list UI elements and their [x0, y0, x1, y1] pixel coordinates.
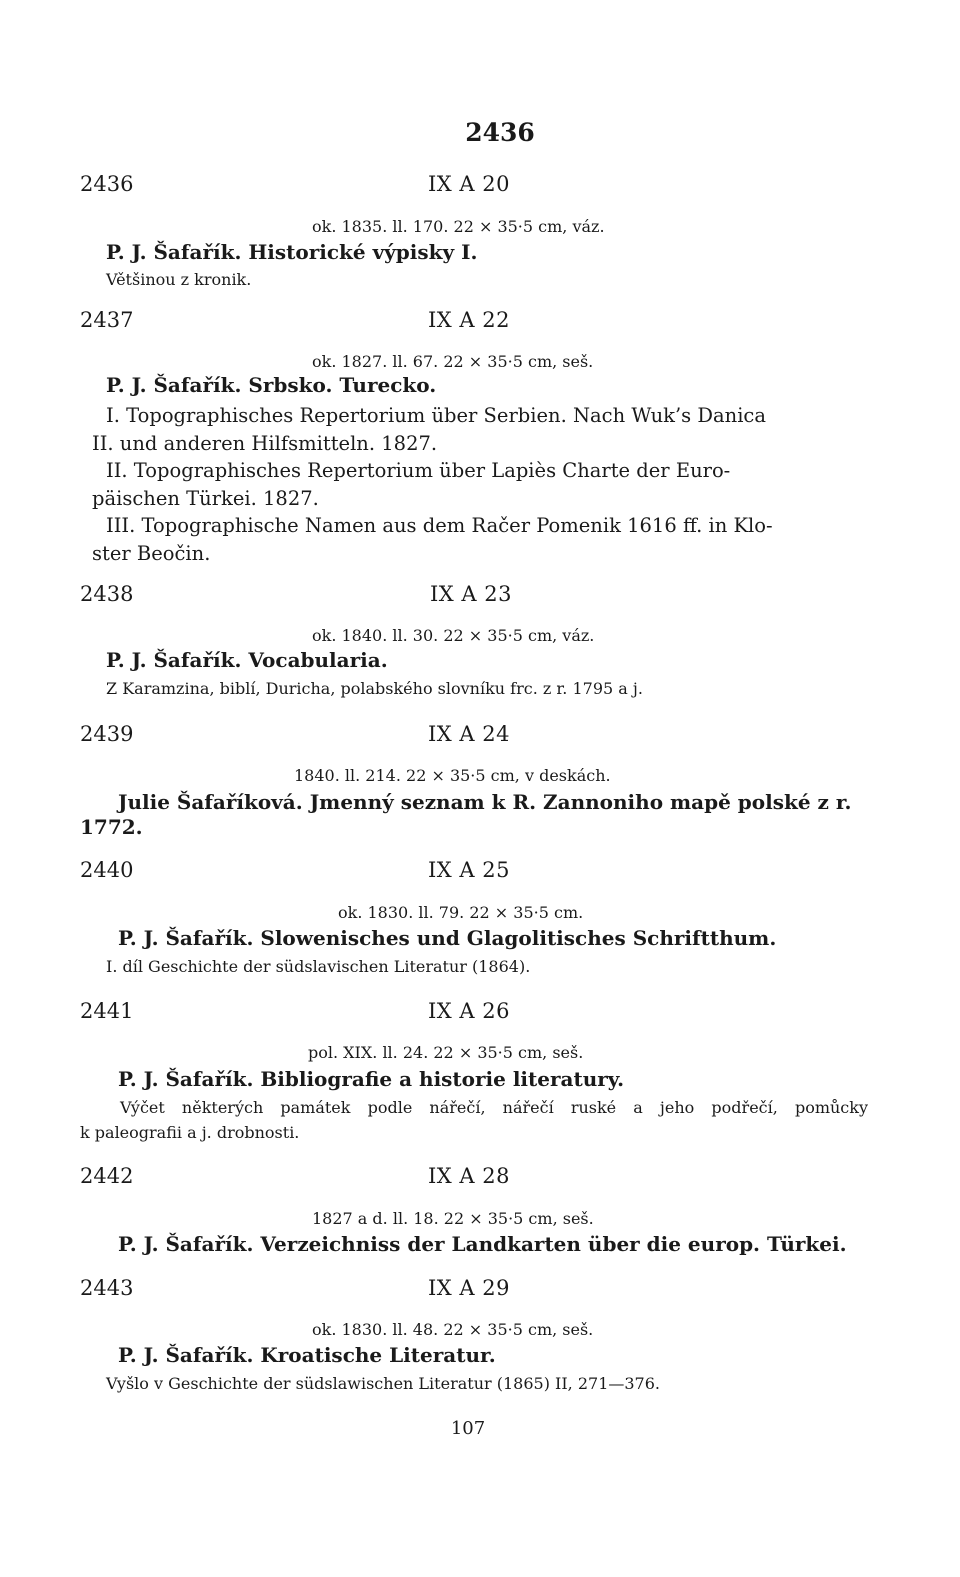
entry-number: 2441 — [80, 999, 134, 1023]
entry-physical-description: ok. 1827. ll. 67. 22 × 35·5 cm, seš. — [312, 352, 594, 371]
entry-signature: IX A 26 — [428, 999, 510, 1023]
entry-signature: IX A 23 — [430, 582, 512, 606]
entry-title: P. J. Šafařík. Kroatische Literatur. — [118, 1343, 496, 1367]
entry-number: 2438 — [80, 582, 134, 606]
entry-signature: IX A 29 — [428, 1276, 510, 1300]
entry-title-continuation: 1772. — [80, 815, 143, 839]
entry-signature: IX A 25 — [428, 858, 510, 882]
note-line: II. und anderen Hilfsmitteln. 1827. — [92, 431, 438, 455]
entry-physical-description: pol. XIX. ll. 24. 22 × 35·5 cm, seš. — [308, 1043, 584, 1062]
entry-note: I. díl Geschichte der südslavischen Literatur (1864). — [106, 957, 531, 976]
page-number: 107 — [450, 1418, 486, 1439]
entry-note: Většinou z kronik. — [106, 270, 252, 289]
entry-number: 2440 — [80, 858, 134, 882]
entry-title: P. J. Šafařík. Vocabularia. — [106, 648, 388, 672]
entry-title: P. J. Šafařík. Bibliografie a historie literatury. — [118, 1067, 625, 1091]
entry-title — [118, 790, 868, 815]
note-line: päischen Türkei. 1827. — [92, 486, 319, 510]
entry-signature: IX A 20 — [428, 172, 510, 196]
entry-physical-description: ok. 1835. ll. 170. 22 × 35·5 cm, váz. — [312, 217, 605, 236]
entry-note: Vyšlo v Geschichte der südslawischen Literatur (1865) II, 271—376. — [106, 1374, 660, 1393]
note-line: I. Topographisches Repertorium über Serbien. Nach Wuk’s Danica — [106, 404, 766, 427]
entry-title: P. J. Šafařík. Slowenisches und Glagolitisches Schriftthum. — [118, 926, 777, 950]
entry-number: 2437 — [80, 308, 134, 332]
note-line: III. Topographische Namen aus dem Račer Pomenik 1616 ff. in Klo- — [106, 514, 773, 537]
entry-title: P. J. Šafařík. Srbsko. Turecko. — [106, 373, 437, 397]
entry-signature: IX A 22 — [428, 308, 510, 332]
entry-physical-description: 1840. ll. 214. 22 × 35·5 cm, v deskách. — [294, 766, 611, 785]
entry-physical-description: 1827 a d. ll. 18. 22 × 35·5 cm, seš. — [312, 1209, 594, 1228]
entry-title: P. J. Šafařík. Verzeichniss der Landkarten über die europ. Türkei. — [118, 1232, 847, 1256]
entry-physical-description: ok. 1830. ll. 79. 22 × 35·5 cm. — [338, 903, 584, 922]
note-line: ster Beočin. — [92, 541, 211, 565]
entry-number: 2436 — [80, 172, 134, 196]
entry-physical-description: ok. 1830. ll. 48. 22 × 35·5 cm, seš. — [312, 1320, 594, 1339]
entry-note — [92, 402, 868, 567]
entry-note: Z Karamzina, biblí, Duricha, polabského slovníku frc. z r. 1795 a j. — [106, 679, 643, 698]
page-header-entry-number: 2436 — [465, 118, 535, 147]
title-line: Julie Šafaříková. Jmenný seznam k R. Zannoniho mapě polské z r. — [118, 790, 852, 814]
entry-note — [106, 1096, 868, 1120]
entry-number: 2442 — [80, 1164, 134, 1188]
entry-number: 2443 — [80, 1276, 134, 1300]
entry-note-continuation: k paleografii a j. drobnosti. — [80, 1123, 300, 1142]
entry-signature: IX A 28 — [428, 1164, 510, 1188]
entry-signature: IX A 24 — [428, 722, 510, 746]
entry-title: P. J. Šafařík. Historické výpisky I. — [106, 240, 478, 264]
note-line: II. Topographisches Repertorium über Lapiès Charte der Euro- — [106, 459, 731, 482]
entry-number: 2439 — [80, 722, 134, 746]
entry-physical-description: ok. 1840. ll. 30. 22 × 35·5 cm, váz. — [312, 626, 595, 645]
note-line: Výčet některých památek podle nářečí, nářečí ruské a jeho podřečí, pomůcky — [120, 1098, 868, 1117]
